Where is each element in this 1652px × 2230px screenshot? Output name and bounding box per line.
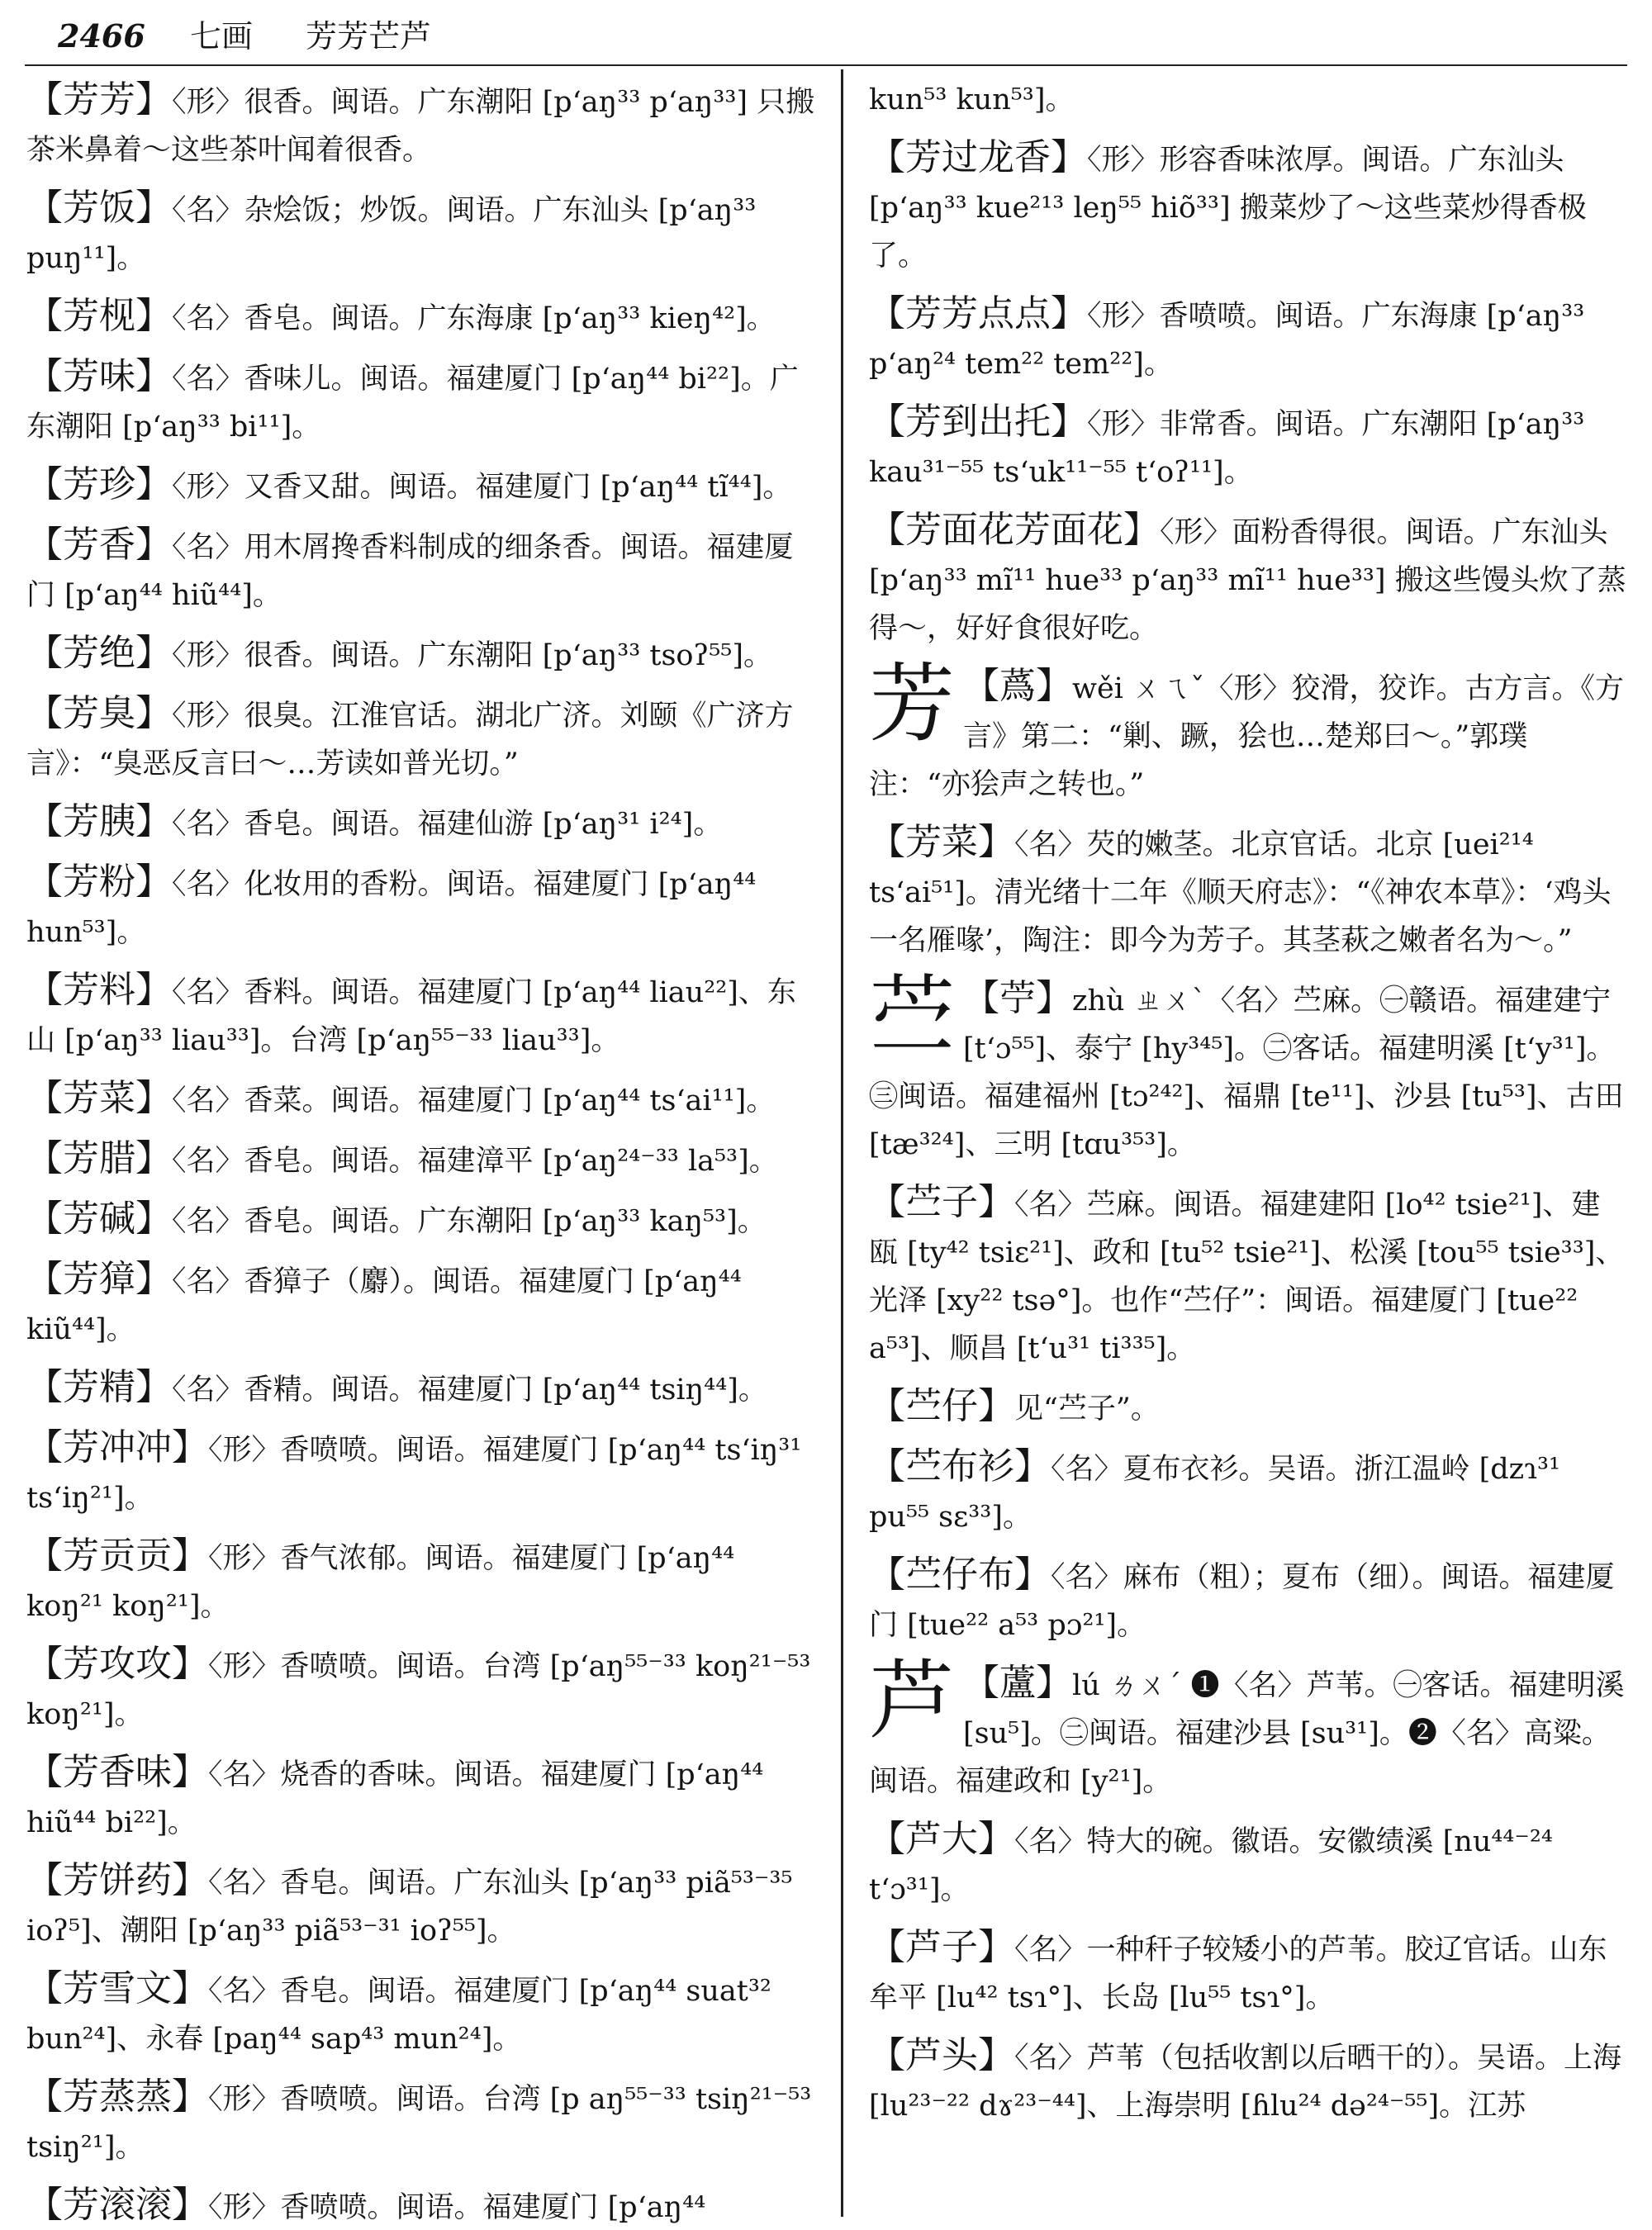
- headword: 【芳料】: [26, 969, 172, 1011]
- headword: 【芳味】: [26, 355, 172, 397]
- definition: 〈名〉香精。闽语。福建厦门 [p‘aŋ⁴⁴ tsiŋ⁴⁴]。: [172, 1374, 767, 1407]
- headword: 【芳攻攻】: [26, 1643, 208, 1685]
- dictionary-entry: [869, 134, 1627, 280]
- headword: 【苎布衫】: [869, 1445, 1051, 1487]
- headword: 【芦子】: [869, 1926, 1014, 1968]
- headword: 【芳饼药】: [26, 1859, 208, 1901]
- big-headchar: 芦: [869, 1650, 956, 1751]
- headword: 【芳香味】: [26, 1751, 208, 1793]
- definition: 〈名〉芦苇（包括收割以后晒干的）。吴语。上海 [lu²³⁻²² dɤ²³⁻⁴⁴]、上海崇明 [ɦlu²⁴ də²⁴⁻⁵⁵]。江苏: [869, 2042, 1622, 2123]
- dictionary-entry: [26, 76, 819, 174]
- trad-form: 【蔿】: [963, 665, 1073, 707]
- headword: 【芳精】: [26, 1366, 172, 1408]
- definition: 〈形〉香喷喷。闽语。台湾 [p‘aŋ⁵⁵⁻³³ koŋ²¹⁻⁵³ koŋ²¹]。: [26, 1650, 811, 1731]
- section-label: 七画: [190, 18, 254, 55]
- headword: 【芳菜】: [869, 821, 1014, 863]
- dictionary-entry: [26, 1255, 819, 1354]
- dictionary-entry: [869, 1179, 1627, 1373]
- definition: 〈形〉香喷喷。闽语。福建厦门 [p‘aŋ⁴⁴: [208, 2191, 706, 2223]
- definition: 〈名〉苎麻。闽语。福建建阳 [lo⁴² tsie²¹]、建瓯 [ty⁴² tsiɛ²¹]、政和 [tu⁵² tsie²¹]、松溪 [tou⁵⁵ tsie³³]、光泽 [xy²² tsə°]。也作“苎仔”：闽语。福建厦门 [tue²² a⁵³]、顺昌 [t‘u³¹ ti³³⁵]。: [869, 1189, 1625, 1365]
- dictionary-entry: [869, 1924, 1627, 2022]
- dictionary-entry: [26, 1857, 819, 1955]
- headword: 【芳芳点点】: [869, 292, 1087, 334]
- definition: 见“苎子”。: [1014, 1393, 1160, 1426]
- dictionary-entry: [26, 1640, 819, 1739]
- definition: 〈名〉香皂。闽语。福建仙游 [p‘aŋ³¹ i²⁴]。: [172, 808, 723, 841]
- headword: 【苎仔】: [869, 1385, 1014, 1427]
- headword: 【芳獐】: [26, 1258, 172, 1300]
- definition: 〈名〉用木屑搀香料制成的细条香。闽语。福建厦门 [p‘aŋ⁴⁴ hiũ⁴⁴]。: [26, 531, 794, 612]
- definition: 〈名〉麻布（粗）；夏布（细）。闽语。福建厦门 [tue²² a⁵³ pɔ²¹]。: [869, 1561, 1615, 1642]
- dictionary-entry: [26, 184, 819, 282]
- headword: 【芳芳】: [26, 78, 172, 121]
- char-entry-zhu: [869, 966, 1627, 1169]
- trad-form: 【苧】: [963, 977, 1073, 1019]
- headword: 【芳腊】: [26, 1137, 172, 1179]
- dictionary-entry: [26, 1075, 819, 1125]
- definition: 〈形〉面粉香得很。闽语。广东汕头 [p‘aŋ³³ mĩ¹¹ hue³³ p‘aŋ³³ mĩ¹¹ hue³³] 搬这些馒头炊了蒸得～，好好食很好吃。: [869, 516, 1626, 645]
- dictionary-entry: [26, 461, 819, 511]
- headword: 【芳冲冲】: [26, 1426, 208, 1468]
- section-chars: 芳芳芒芦: [306, 18, 432, 55]
- dictionary-entry: [26, 1532, 819, 1630]
- dictionary-entry: [26, 1748, 819, 1847]
- dictionary-entry: [869, 398, 1627, 496]
- definition: 〈形〉香喷喷。闽语。台湾 [p aŋ⁵⁵⁻³³ tsiŋ²¹⁻⁵³ tsiŋ²¹]。: [26, 2083, 812, 2164]
- definition: 〈形〉香气浓郁。闽语。福建厦门 [p‘aŋ⁴⁴ koŋ²¹ koŋ²¹]。: [26, 1542, 735, 1623]
- definition: 〈名〉香皂。闽语。广东潮阳 [p‘aŋ³³ kaŋ⁵³]。: [172, 1205, 767, 1238]
- definition: 〈形〉香喷喷。闽语。福建厦门 [p‘aŋ⁴⁴ ts‘iŋ³¹ ts‘iŋ²¹]。: [26, 1434, 802, 1515]
- dictionary-entry: [869, 1815, 1627, 1914]
- headword: 【苎仔布】: [869, 1554, 1051, 1596]
- headword: 【芳雪文】: [26, 1967, 208, 2009]
- headword: 【芳滚滚】: [26, 2184, 208, 2223]
- dictionary-entry: [26, 1965, 819, 2063]
- char-definition: wěi ㄨㄟˇ〈形〉狡滑，狡诈。古方言。《方言》第二：“剿、蹶，狯也…楚郑曰～。”郭璞注：“亦狯声之转也。”: [869, 672, 1625, 801]
- definition: 〈形〉很香。闽语。广东潮阳 [p‘aŋ³³ tsoʔ⁵⁵]。: [172, 639, 772, 672]
- page-header: [58, 12, 1627, 61]
- definition: 〈名〉香皂。闽语。福建漳平 [p‘aŋ²⁴⁻³³ la⁵³]。: [172, 1145, 778, 1178]
- definition: 〈名〉特大的碗。徽语。安徽绩溪 [nu⁴⁴⁻²⁴ t‘ɔ³¹]。: [869, 1825, 1553, 1906]
- headword: 【芳枧】: [26, 295, 172, 337]
- column-divider: [841, 69, 843, 2217]
- definition: 〈名〉夏布衣衫。吴语。浙江温岭 [dzɿ³¹ pu⁵⁵ sɛ³³]。: [869, 1453, 1561, 1534]
- headword: 【芦头】: [869, 2034, 1014, 2076]
- definition: 〈名〉芡的嫩茎。北京官话。北京 [uei²¹⁴ ts‘ai⁵¹]。清光绪十二年《顺天府志》：“《神农本草》：‘鸡头一名雁喙’，陶注：即今为芳子。其茎萩之嫩者名为～。”: [869, 828, 1612, 957]
- definition: 〈名〉香皂。闽语。福建厦门 [p‘aŋ⁴⁴ suat³² bun²⁴]、永春 [paŋ⁴⁴ sap⁴³ mun²⁴]。: [26, 1975, 771, 2056]
- headword: 【芳粉】: [26, 861, 172, 903]
- definition: 〈名〉一种秆子较矮小的芦苇。胶辽官话。山东牟平 [lu⁴² tsɿ°]、长岛 [lu⁵⁵ tsɿ°]。: [869, 1933, 1607, 2014]
- entry-group-wei: [869, 818, 1627, 965]
- headword: 【芳贡贡】: [26, 1535, 208, 1577]
- definition: 〈名〉杂烩饭；炒饭。闽语。广东汕头 [p‘aŋ³³ puŋ¹¹]。: [26, 194, 757, 275]
- right-column: [869, 76, 1627, 2223]
- dictionary-entry: [26, 629, 819, 680]
- entry-group-zhu: [869, 1179, 1627, 1649]
- headword: 【苎子】: [869, 1181, 1014, 1223]
- headword: 【芳过龙香】: [869, 136, 1087, 178]
- definition: 〈名〉香料。闽语。福建厦门 [p‘aŋ⁴⁴ liau²²]、东山 [p‘aŋ³³ liau³³]。台湾 [p‘aŋ⁵⁵⁻³³ liau³³]。: [26, 976, 796, 1057]
- headword: 【芳饭】: [26, 187, 172, 229]
- definition: 〈名〉香皂。闽语。广东汕头 [p‘aŋ³³ piã⁵³⁻³⁵ ioʔ⁵]、潮阳 [p‘aŋ³³ piã⁵³⁻³¹ ioʔ⁵⁵]。: [26, 1867, 793, 1948]
- headword: 【芳香】: [26, 524, 172, 566]
- headword: 【芳蒸蒸】: [26, 2076, 208, 2118]
- dictionary-entry: [869, 818, 1627, 965]
- header-rule: [25, 64, 1627, 66]
- dictionary-entry: [26, 858, 819, 956]
- definition: 〈名〉香獐子（麝）。闽语。福建厦门 [p‘aŋ⁴⁴ kiũ⁴⁴]。: [26, 1265, 742, 1346]
- definition: 〈形〉又香又甜。闽语。福建厦门 [p‘aŋ⁴⁴ tĩ⁴⁴]。: [172, 471, 792, 504]
- headword: 【芳绝】: [26, 632, 172, 674]
- char-definition: zhù ㄓㄨˋ〈名〉苎麻。㊀赣语。福建建宁 [t‘ɔ⁵⁵]、泰宁 [hy³⁴⁵]。㊁客话。福建明溪 [t‘y³¹]。㊂闽语。福建福州 [tɔ²⁴²]、福鼎 [te¹¹]、沙县 [tu⁵³]、古田 [tæ³²⁴]、三明 [tɑu³⁵³]。: [869, 985, 1624, 1161]
- definition: 〈形〉很香。闽语。广东潮阳 [p‘aŋ³³ p‘aŋ³³] 只搬茶米鼻着～这些茶叶闻着很香。: [26, 86, 815, 167]
- dictionary-entry: [26, 1195, 819, 1245]
- dictionary-entry: [26, 1364, 819, 1414]
- dictionary-entry: [869, 290, 1627, 388]
- entry-group-fang: [869, 134, 1627, 652]
- headword: 【芳珍】: [26, 463, 172, 505]
- headword: 【芳胰】: [26, 800, 172, 842]
- definition: 〈形〉非常香。闽语。广东潮阳 [p‘aŋ³³ kau³¹⁻⁵⁵ ts‘uk¹¹⁻⁵⁵ t‘oʔ¹¹]。: [869, 408, 1585, 489]
- dictionary-entry: [869, 1551, 1627, 1649]
- dictionary-entry: [26, 690, 819, 788]
- dictionary-entry: [26, 292, 819, 343]
- big-headchar: 芳: [869, 653, 956, 754]
- left-column: [26, 76, 819, 2223]
- definition: 〈名〉香皂。闽语。广东海康 [p‘aŋ³³ kieŋ⁴²]。: [172, 302, 776, 335]
- definition: 〈形〉香喷喷。闽语。广东海康 [p‘aŋ³³ p‘aŋ²⁴ tem²² tem²²]。: [869, 300, 1585, 381]
- dictionary-entry: [26, 2073, 819, 2171]
- definition: 〈名〉香菜。闽语。福建厦门 [p‘aŋ⁴⁴ ts‘ai¹¹]。: [172, 1084, 776, 1117]
- dictionary-entry: [26, 798, 819, 848]
- definition: 〈名〉化妆用的香粉。闽语。福建厦门 [p‘aŋ⁴⁴ hun⁵³]。: [26, 868, 757, 949]
- definition: 〈形〉很臭。江淮官话。湖北广济。刘颐《广济方言》：“臭恶反言曰～…芳读如普光切。”: [26, 700, 794, 780]
- definition: 〈形〉形容香味浓厚。闽语。广东汕头 [p‘aŋ³³ kue²¹³ leŋ⁵⁵ hiõ³³] 搬菜炒了～这些菜炒得香极了。: [869, 144, 1587, 273]
- dictionary-entry: [26, 1135, 819, 1185]
- dictionary-entry: [26, 2181, 819, 2223]
- char-entry-lu: [869, 1650, 1627, 1805]
- headword: 【芳菜】: [26, 1077, 172, 1119]
- trad-form: 【蘆】: [963, 1662, 1073, 1704]
- dictionary-entry: [869, 1383, 1627, 1433]
- page-number: 2466: [58, 17, 145, 55]
- headword: 【芳面花芳面花】: [869, 509, 1160, 551]
- dictionary-entry: [26, 966, 819, 1065]
- dictionary-entry: [26, 521, 819, 619]
- entry-group-lu: [869, 1815, 1627, 2130]
- definition: 〈名〉烧香的香味。闽语。福建厦门 [p‘aŋ⁴⁴ hiũ⁴⁴ bi²²]。: [26, 1758, 764, 1839]
- dictionary-entry: [869, 1443, 1627, 1541]
- big-headchar: 苎: [869, 966, 956, 1066]
- dictionary-entry: [869, 2032, 1627, 2130]
- headword: 【芳臭】: [26, 692, 172, 734]
- headword: 【芳到出托】: [869, 401, 1087, 443]
- dictionary-entry: [869, 506, 1627, 652]
- char-entry-wei: [869, 653, 1627, 809]
- dictionary-entry: [26, 1424, 819, 1522]
- headword: 【芳碱】: [26, 1198, 172, 1240]
- dictionary-entry: [26, 353, 819, 451]
- definition: 〈名〉香味儿。闽语。福建厦门 [p‘aŋ⁴⁴ bi²²]。广东潮阳 [p‘aŋ³³ bi¹¹]。: [26, 363, 799, 444]
- char-definition: lú ㄌㄨˊ ❶〈名〉芦苇。㊀客话。福建明溪 [su⁵]。㊁闽语。福建沙县 [su³¹]。❷〈名〉高粱。闽语。福建政和 [y²¹]。: [869, 1669, 1625, 1798]
- continued-text: kun⁵³ kun⁵³]。: [869, 83, 1075, 116]
- headword: 【芦大】: [869, 1818, 1014, 1860]
